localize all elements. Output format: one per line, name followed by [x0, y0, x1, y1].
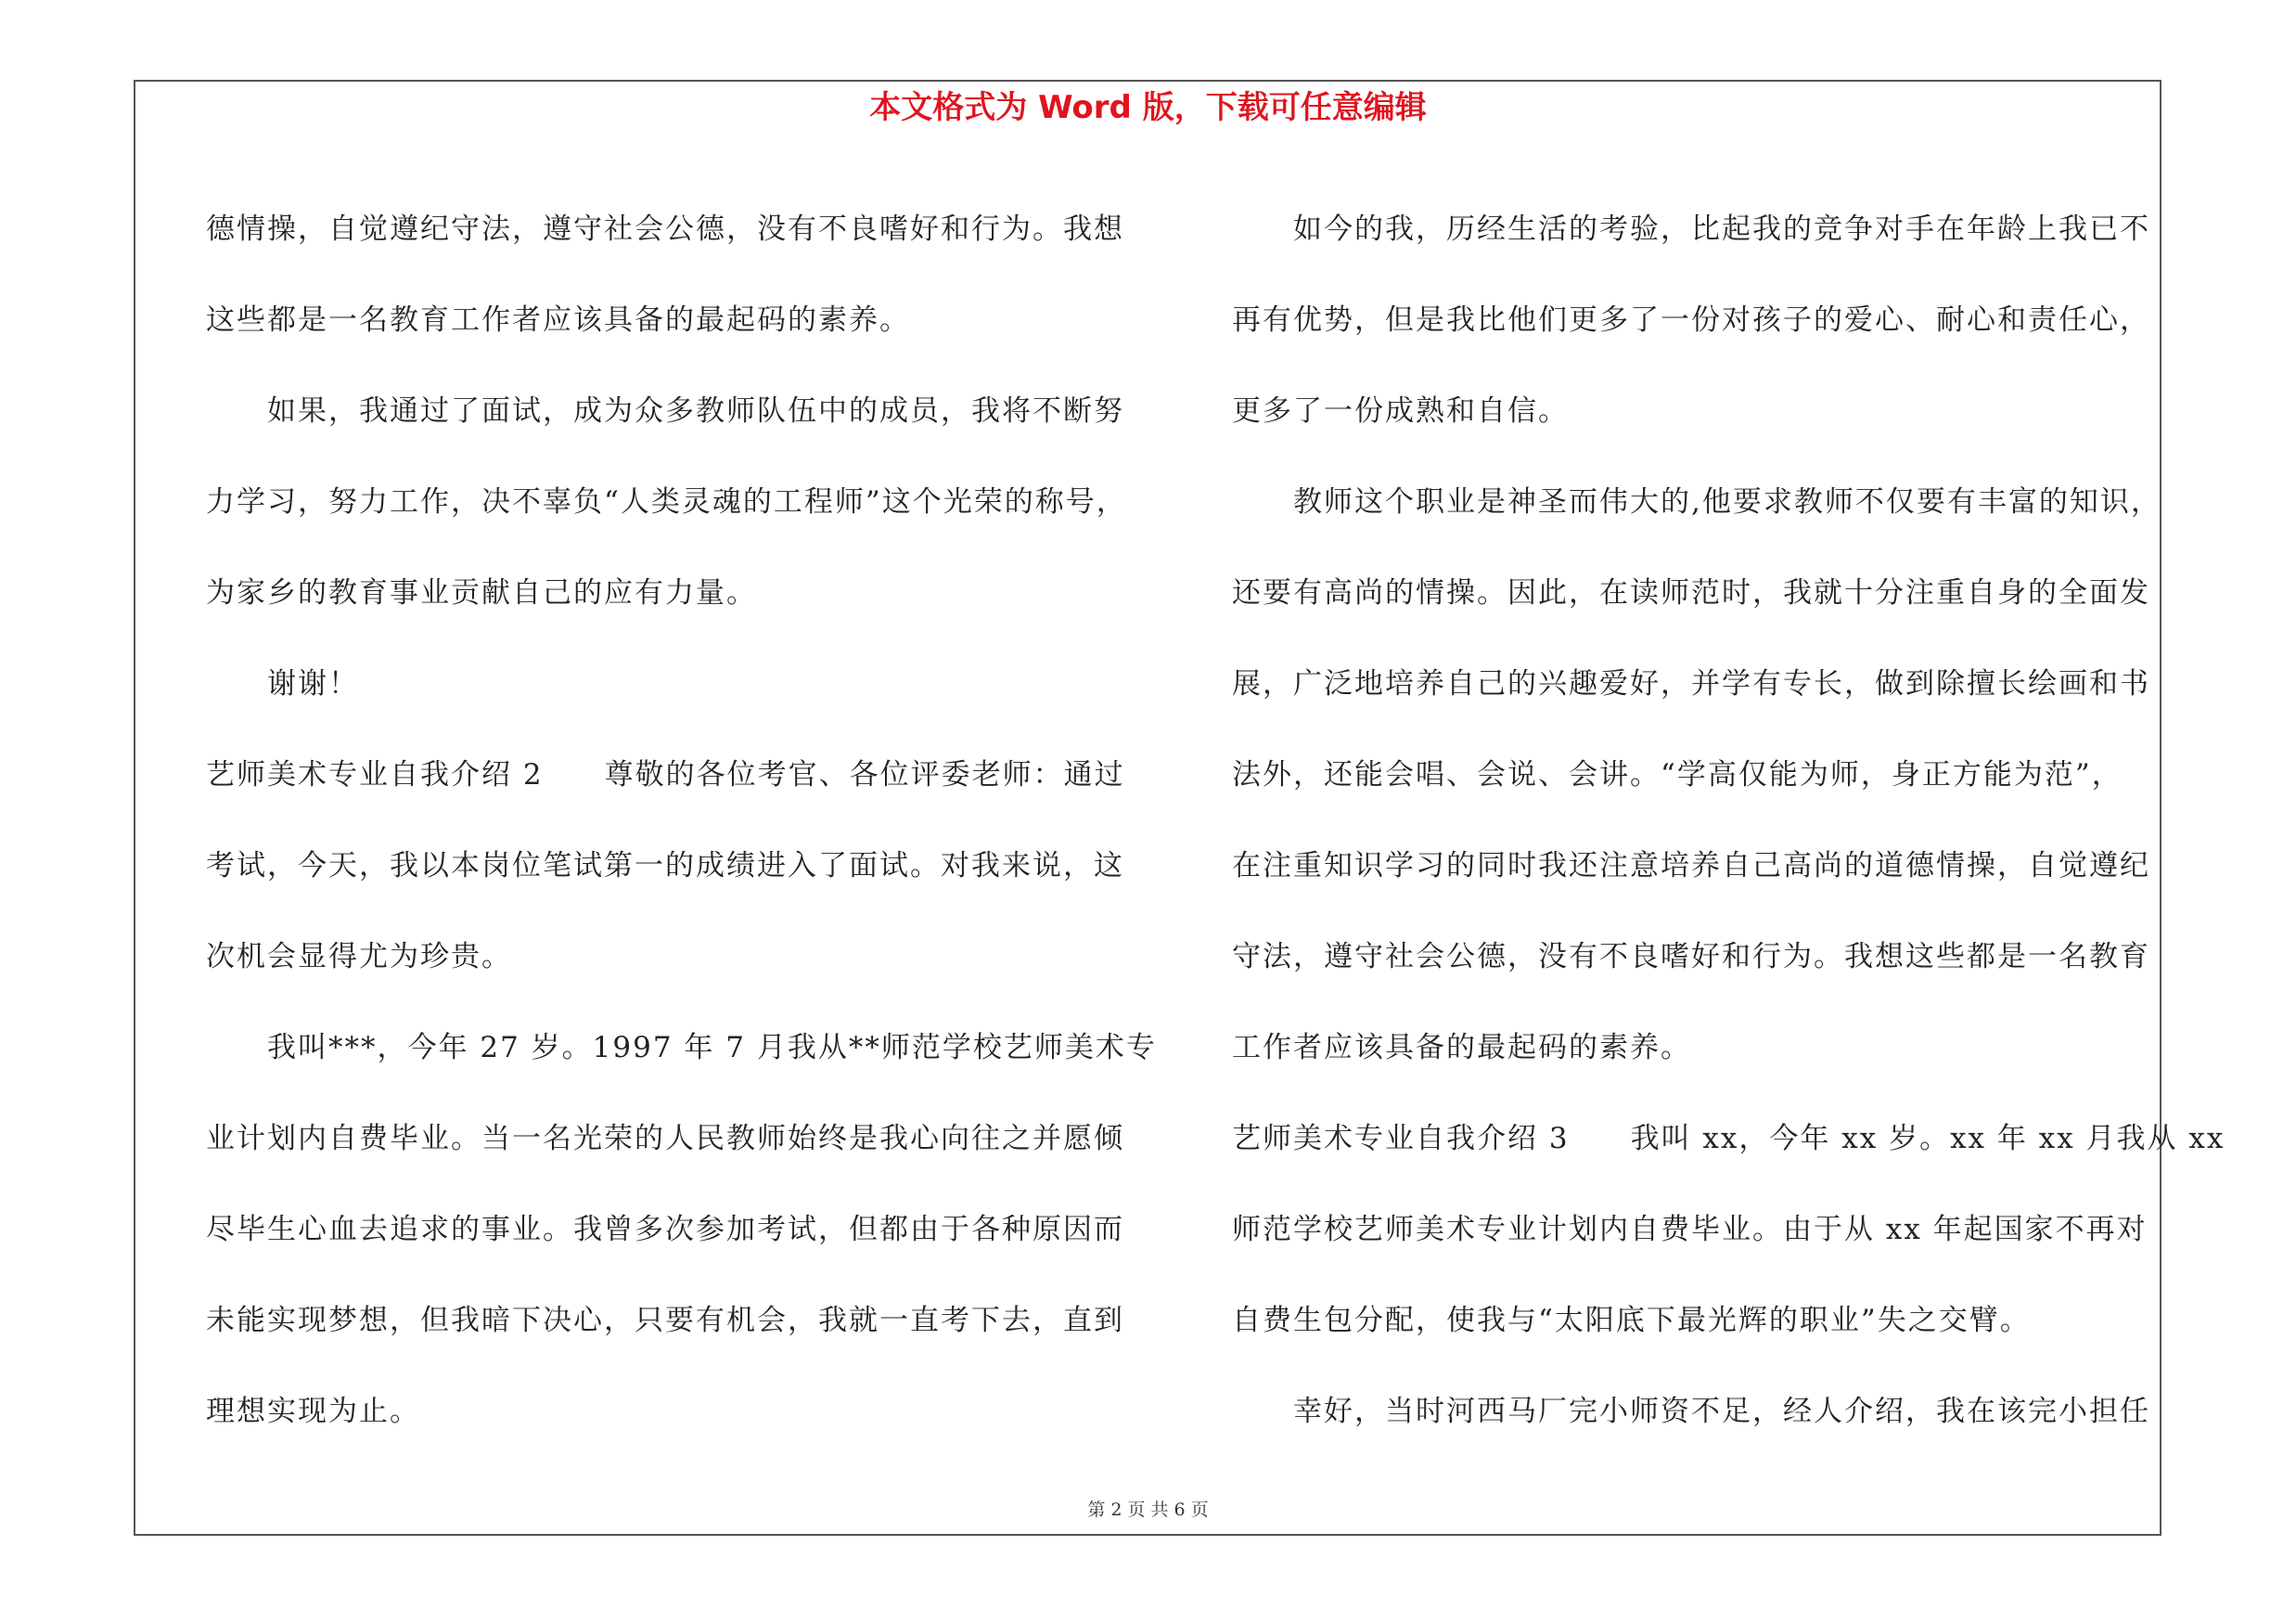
text-line: 教师这个职业是神圣而伟大的,他要求教师不仅要有丰富的知识， — [1293, 485, 2161, 519]
text-line: 再有优势，但是我比他们更多了一份对孩子的爱心、耐心和责任心， — [1232, 303, 2150, 337]
text-line: 守法，遵守社会公德，没有不良嗜好和行为。我想这些都是一名教育 — [1232, 940, 2150, 973]
text-line: 谢谢！ — [267, 667, 359, 701]
text-line: 次机会显得尤为珍贵。 — [206, 940, 512, 973]
text-line: 如果，我通过了面试，成为众多教师队伍中的成员，我将不断努 — [267, 394, 1124, 428]
text-line: 如今的我，历经生活的考验，比起我的竞争对手在年龄上我已不 — [1293, 213, 2150, 246]
page-footer: 第 2 页 共 6 页 — [1087, 1500, 1209, 1520]
text-line: 工作者应该具备的最起码的素养。 — [1232, 1031, 1691, 1064]
text-line: 艺师美术专业自我介绍 3 我叫 xx，今年 xx 岁。xx 年 xx 月我从 xx — [1232, 1122, 2225, 1155]
right-text-column — [1232, 184, 2225, 1457]
text-line: 考试，今天，我以本岗位笔试第一的成绩进入了面试。对我来说，这 — [206, 849, 1124, 882]
text-line: 我叫***，今年 27 岁。1997 年 7 月我从**师范学校艺师美术专 — [267, 1031, 1157, 1064]
text-line: 幸好，当时河西马厂完小师资不足，经人介绍，我在该完小担任 — [1293, 1395, 2150, 1428]
text-line: 在注重知识学习的同时我还注意培养自己高尚的道德情操，自觉遵纪 — [1232, 849, 2150, 882]
text-line: 理想实现为止。 — [206, 1395, 420, 1428]
text-line: 展，广泛地培养自己的兴趣爱好，并学有专长，做到除擅长绘画和书 — [1232, 667, 2150, 701]
text-line: 自费生包分配，使我与“太阳底下最光辉的职业”失之交臂。 — [1232, 1304, 2031, 1337]
text-line: 更多了一份成熟和自信。 — [1232, 394, 1569, 428]
left-text-column — [206, 184, 1157, 1457]
text-line: 艺师美术专业自我介绍 2 尊敬的各位考官、各位评委老师：通过 — [206, 758, 1125, 792]
text-line: 还要有高尚的情操。因此，在读师范时，我就十分注重自身的全面发 — [1232, 576, 2150, 610]
text-line: 师范学校艺师美术专业计划内自费毕业。由于从 xx 年起国家不再对 — [1232, 1213, 2148, 1246]
text-line: 这些都是一名教育工作者应该具备的最起码的素养。 — [206, 303, 910, 337]
text-line: 为家乡的教育事业贡献自己的应有力量。 — [206, 576, 757, 610]
text-line: 德情操，自觉遵纪守法，遵守社会公德，没有不良嗜好和行为。我想 — [206, 213, 1124, 246]
format-banner: 本文格式为 Word 版，下载可任意编辑 — [869, 89, 1427, 126]
text-line: 业计划内自费毕业。当一名光荣的人民教师始终是我心向往之并愿倾 — [206, 1122, 1124, 1155]
text-line: 尽毕生心血去追求的事业。我曾多次参加考试，但都由于各种原因而 — [206, 1213, 1124, 1246]
text-line: 力学习，努力工作，决不辜负“人类灵魂的工程师”这个光荣的称号， — [206, 485, 1127, 519]
text-line: 法外，还能会唱、会说、会讲。“学高仅能为师，身正方能为范”， — [1232, 758, 2123, 792]
text-line: 未能实现梦想，但我暗下决心，只要有机会，我就一直考下去，直到 — [206, 1304, 1124, 1337]
